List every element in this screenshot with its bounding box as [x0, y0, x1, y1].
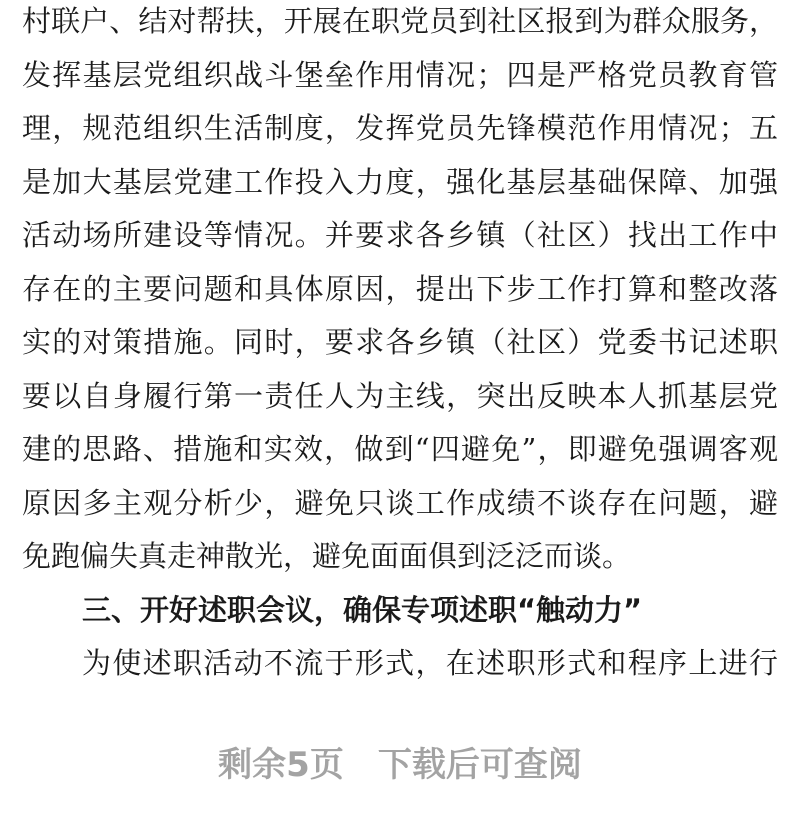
- download-prompt: [0, 740, 800, 790]
- section-heading: 三、开好述职会议，确保专项述职“触动力”: [82, 592, 643, 627]
- paragraph-line: 是加大基层党建工作投入力度，强化基层基础保障、加强: [22, 164, 778, 199]
- document-body: [22, 0, 778, 691]
- download-hint-text: 下载后可查阅: [377, 745, 582, 785]
- next-paragraph-line: 为使述职活动不流于形式，在述职形式和程序上进行: [82, 646, 778, 680]
- paragraph-line: 要以自身履行第一责任人为主线，突出反映本人抓基层党: [22, 378, 778, 413]
- paragraph-line: 存在的主要问题和具体原因，提出下步工作打算和整改落: [22, 271, 778, 306]
- paragraph-line: 原因多主观分析少，避免只谈工作成绩不谈存在问题，避: [22, 485, 778, 520]
- paragraph-line: 建的思路、措施和实效，做到“四避免”，即避免强调客观: [22, 432, 778, 466]
- paragraph-line: 实的对策措施。同时，要求各乡镇（社区）党委书记述职: [22, 325, 778, 359]
- paragraph-line: 免跑偏失真走神散光，避免面面俱到泛泛而谈。: [22, 539, 632, 573]
- paragraph-line: 村联户、结对帮扶，开展在职党员到社区报到为群众服务，: [22, 4, 778, 38]
- paragraph-line: 理，规范组织生活制度，发挥党员先锋模范作用情况；五: [22, 111, 778, 145]
- paragraph-line: 发挥基层党组织战斗堡垒作用情况；四是严格党员教育管: [22, 57, 778, 92]
- remaining-pages-text: 剩余5页: [218, 745, 344, 785]
- paragraph-line: 活动场所建设等情况。并要求各乡镇（社区）找出工作中: [22, 218, 778, 252]
